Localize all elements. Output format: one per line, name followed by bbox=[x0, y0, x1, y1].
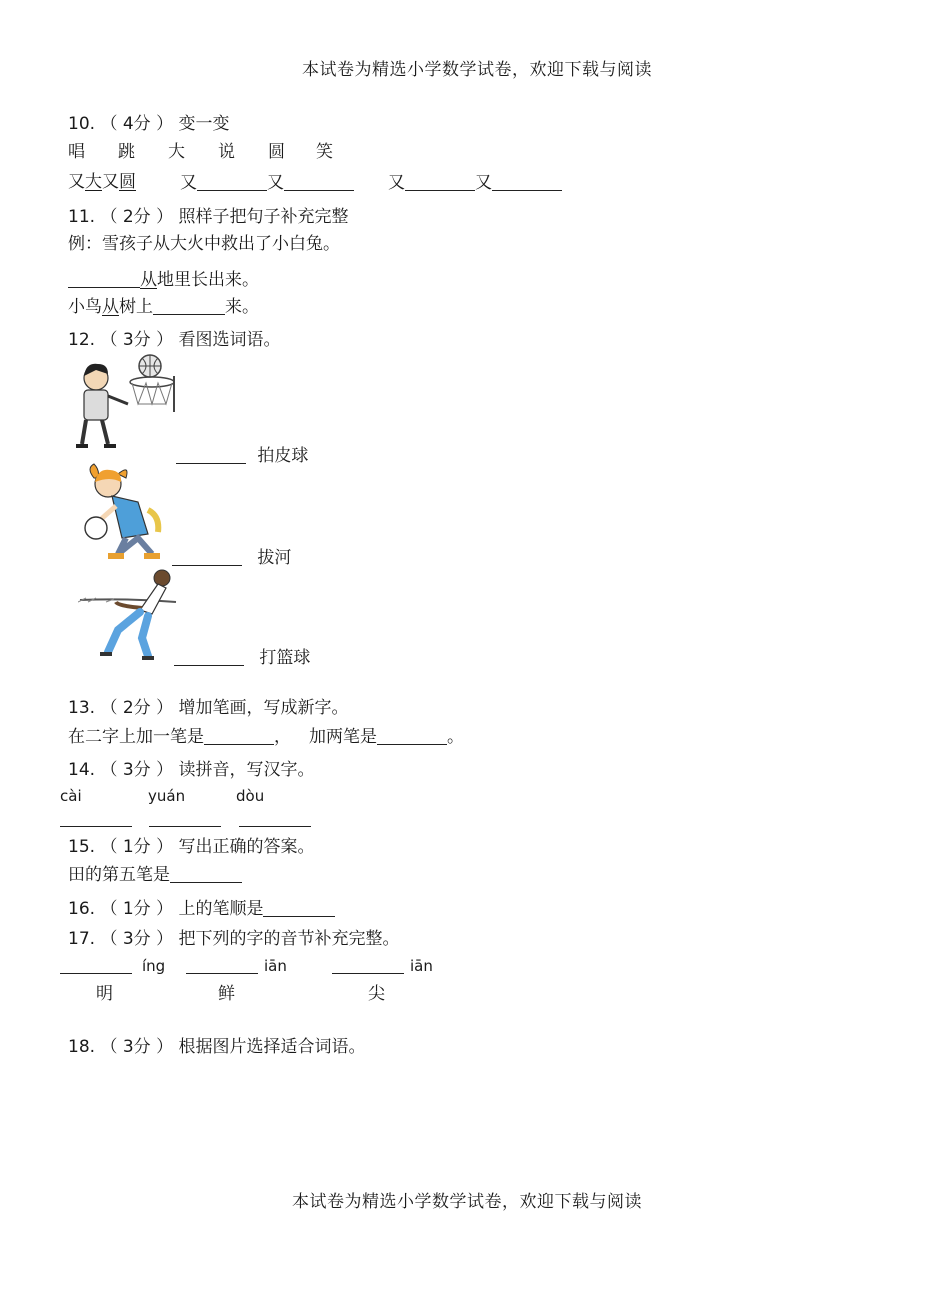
q18-title: 18. （ 3分 ） 根据图片选择适合词语。 bbox=[68, 1037, 366, 1057]
q17-answer: íng bbox=[60, 957, 165, 975]
page-header: 本试卷为精选小学数学试卷，欢迎下载与阅读 bbox=[302, 60, 652, 80]
answer-blank[interactable] bbox=[153, 298, 225, 315]
q14-title: 14. （ 3分 ） 读拼音，写汉字。 bbox=[68, 760, 315, 780]
q12-option: 打篮球 bbox=[174, 649, 310, 667]
q11-title: 11. （ 2分 ） 照样子把句子补充完整 bbox=[68, 207, 349, 227]
q14-answer-row bbox=[60, 810, 311, 828]
page-footer: 本试卷为精选小学数学试卷，欢迎下载与阅读 bbox=[292, 1192, 642, 1212]
q10-char: 说 bbox=[218, 142, 235, 162]
q17-answer: iān bbox=[332, 957, 433, 975]
girl-bouncing-ball-picture bbox=[78, 462, 170, 566]
answer-blank[interactable] bbox=[60, 810, 132, 827]
q17-char: 明 bbox=[96, 984, 113, 1004]
q15-title: 15. （ 1分 ） 写出正确的答案。 bbox=[68, 837, 315, 857]
q17-char: 鲜 bbox=[218, 984, 235, 1004]
answer-blank[interactable] bbox=[186, 957, 258, 974]
q17-title: 17. （ 3分 ） 把下列的字的音节补充完整。 bbox=[68, 929, 400, 949]
q10-char: 唱 bbox=[68, 142, 85, 162]
q11-example: 例：雪孩子从大火中救出了小白兔。 bbox=[68, 234, 340, 254]
answer-blank[interactable] bbox=[377, 728, 447, 745]
q10-example: 又大又圆 bbox=[68, 172, 136, 192]
q10-char: 圆 bbox=[268, 142, 285, 162]
q16-title: 16. （ 1分 ） 上的笔顺是 bbox=[68, 900, 335, 918]
tug-of-war-picture bbox=[78, 568, 178, 664]
q17-answer: iān bbox=[186, 957, 287, 975]
q11-line1: 从地里长出来。 bbox=[68, 271, 259, 289]
answer-blank[interactable] bbox=[176, 447, 246, 464]
q11-line2: 小鸟从树上 来。 bbox=[68, 297, 259, 317]
answer-blank[interactable] bbox=[60, 957, 132, 974]
q13-body: 在二字上加一笔是 ， 加两笔是 。 bbox=[68, 727, 464, 747]
q14-pinyin: yuán bbox=[148, 787, 186, 805]
answer-blank[interactable] bbox=[204, 728, 274, 745]
q14-pinyin: cài bbox=[60, 787, 82, 805]
answer-blank[interactable] bbox=[405, 174, 475, 191]
answer-blank[interactable] bbox=[492, 174, 562, 191]
answer-blank[interactable] bbox=[174, 649, 244, 666]
q10-char: 跳 bbox=[118, 142, 135, 162]
q10-answer-row: 又 又 bbox=[180, 174, 354, 192]
q17-char: 尖 bbox=[368, 984, 385, 1004]
q12-option: 拍皮球 bbox=[176, 447, 308, 465]
answer-blank[interactable] bbox=[68, 271, 140, 288]
answer-blank[interactable] bbox=[263, 900, 335, 917]
answer-blank[interactable] bbox=[239, 810, 311, 827]
basketball-player-picture bbox=[72, 352, 180, 456]
answer-blank[interactable] bbox=[332, 957, 404, 974]
q12-option: 拔河 bbox=[172, 549, 291, 567]
answer-blank[interactable] bbox=[149, 810, 221, 827]
q13-title: 13. （ 2分 ） 增加笔画，写成新字。 bbox=[68, 698, 349, 718]
answer-blank[interactable] bbox=[170, 866, 242, 883]
q10-answer-row: 又 又 bbox=[388, 174, 562, 192]
answer-blank[interactable] bbox=[284, 174, 354, 191]
q10-char: 大 bbox=[168, 142, 185, 162]
q12-title: 12. （ 3分 ） 看图选词语。 bbox=[68, 330, 281, 350]
q10-char: 笑 bbox=[316, 142, 333, 162]
answer-blank[interactable] bbox=[172, 549, 242, 566]
answer-blank[interactable] bbox=[197, 174, 267, 191]
q14-pinyin: dòu bbox=[236, 787, 265, 805]
q10-title: 10. （ 4分 ） 变一变 bbox=[68, 114, 230, 134]
q15-body: 田的第五笔是 bbox=[68, 866, 242, 884]
